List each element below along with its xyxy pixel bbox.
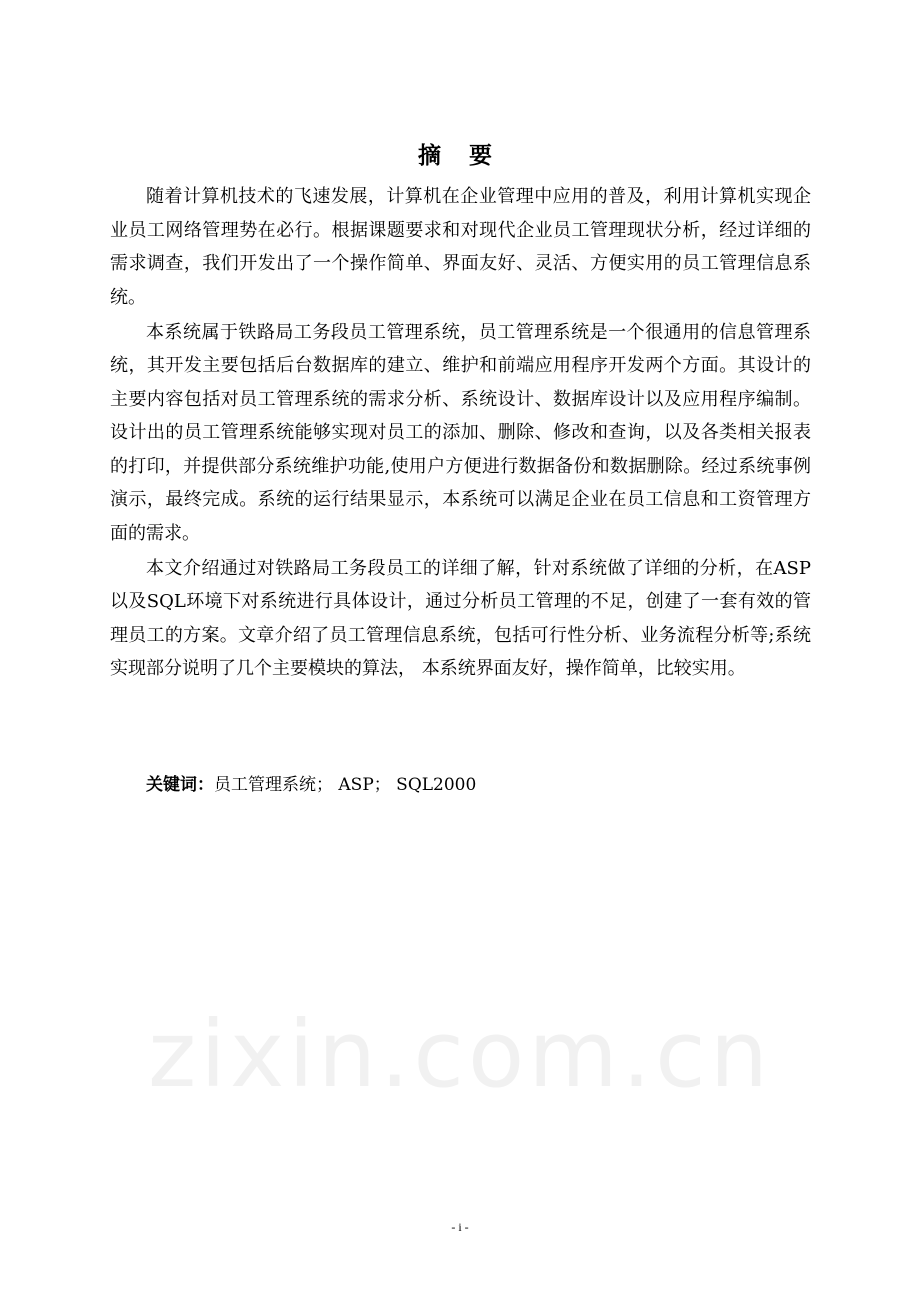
watermark: zixin.com.cn — [147, 1001, 773, 1108]
abstract-paragraph-1: 随着计算机技术的飞速发展，计算机在企业管理中应用的普及，利用计算机实现企业员工网络管理势在必行。根据课题要求和对现代企业员工管理现状分析，经过详细的需求调查，我们开发出了一个操作简单、界面友好、灵活、方便实用的员工管理信息系统。 — [110, 186, 811, 308]
abstract-title: 摘 要 — [417, 143, 502, 169]
keywords-text: 员工管理系统； ASP； SQL2000 — [214, 775, 477, 795]
keywords-line — [146, 770, 476, 800]
keywords-label: 关键词： — [146, 775, 214, 795]
abstract-paragraph-2: 本系统属于铁路局工务段员工管理系统，员工管理系统是一个很通用的信息管理系统，其开发主要包括后台数据库的建立、维护和前端应用程序开发两个方面。其设计的主要内容包括对员工管理系统的需求分析、系统设计、数据库设计以及应用程序编制。设计出的员工管理系统能够实现对员工的添加、删除、修改和查询，以及各类相关报表的打印，并提供部分系统维护功能,使用户方便进行数据备份和数据删除。经过系统事例演示，最终完成。系统的运行结果显示，本系统可以满足企业在员工信息和工资管理方面的需求。 — [110, 321, 811, 544]
page-number: - i - — [451, 1220, 469, 1234]
abstract-body — [110, 180, 811, 687]
abstract-paragraph-3: 本文介绍通过对铁路局工务段员工的详细了解，针对系统做了详细的分析，在ASP以及SQL环境下对系统进行具体设计，通过分析员工管理的不足，创建了一套有效的管理员工的方案。文章介绍了员工管理信息系统，包括可行性分析、业务流程分析等;系统实现部分说明了几个主要模块的算法， 本系统界面友好，操作简单，比较实用。 — [110, 557, 811, 679]
